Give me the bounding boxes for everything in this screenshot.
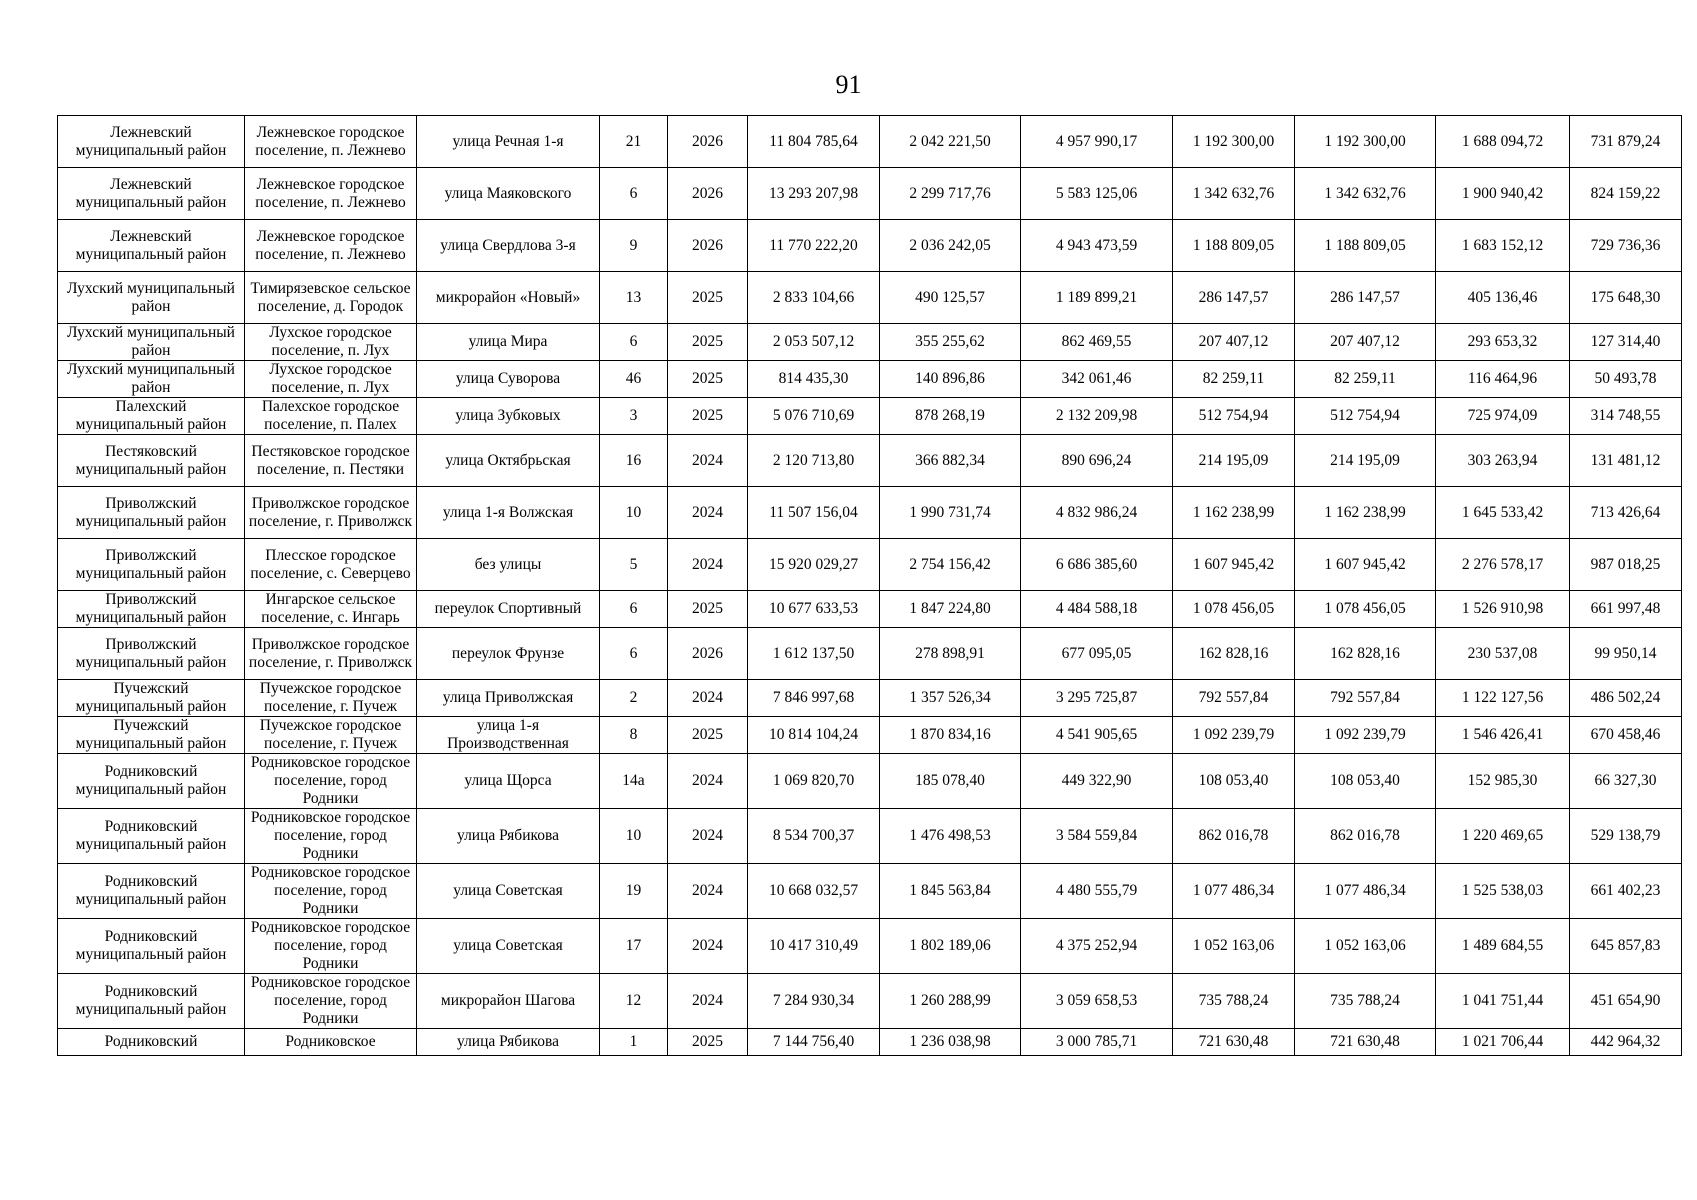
amount-3-cell: 1 189 899,21: [1021, 272, 1173, 324]
amount-2-cell: 1 847 224,80: [880, 591, 1021, 628]
amount-3-cell: 6 686 385,60: [1021, 539, 1173, 591]
amount-2-cell: 1 236 038,98: [880, 1029, 1021, 1056]
page-number: 91: [835, 70, 862, 99]
amount-4-cell: 108 053,40: [1173, 754, 1295, 809]
amount-7-cell: 670 458,46: [1570, 717, 1682, 754]
table-body: [58, 116, 1682, 1056]
settlement-cell: Плесское городское поселение, с. Северцево: [245, 539, 417, 591]
street-cell: улица 1-я Производственная: [417, 717, 600, 754]
table-row: [58, 974, 1682, 1029]
district-cell: Родниковский муниципальный район: [58, 809, 245, 864]
amount-2-cell: 1 476 498,53: [880, 809, 1021, 864]
amount-3-cell: 2 132 209,98: [1021, 398, 1173, 435]
amount-3-cell: 4 484 588,18: [1021, 591, 1173, 628]
amount-4-cell: 735 788,24: [1173, 974, 1295, 1029]
year-cell: 2024: [668, 919, 748, 974]
table-row: [58, 361, 1682, 398]
table-row: [58, 435, 1682, 487]
amount-5-cell: 1 192 300,00: [1295, 116, 1436, 168]
table-row: [58, 116, 1682, 168]
table-row: [58, 680, 1682, 717]
settlement-cell: Лежневское городское поселение, п. Лежнево: [245, 220, 417, 272]
amount-6-cell: 1 645 533,42: [1436, 487, 1570, 539]
street-cell: улица Приволжская: [417, 680, 600, 717]
amount-2-cell: 2 299 717,76: [880, 168, 1021, 220]
settlement-cell: Палехское городское поселение, п. Палех: [245, 398, 417, 435]
year-cell: 2026: [668, 220, 748, 272]
settlement-cell: Приволжское городское поселение, г. Приволжск: [245, 487, 417, 539]
street-cell: улица Мира: [417, 324, 600, 361]
table-row: [58, 591, 1682, 628]
amount-5-cell: 214 195,09: [1295, 435, 1436, 487]
amount-6-cell: 1 041 751,44: [1436, 974, 1570, 1029]
year-cell: 2024: [668, 754, 748, 809]
street-cell: переулок Спортивный: [417, 591, 600, 628]
amount-7-cell: 175 648,30: [1570, 272, 1682, 324]
amount-7-cell: 127 314,40: [1570, 324, 1682, 361]
amount-7-cell: 661 402,23: [1570, 864, 1682, 919]
year-cell: 2026: [668, 168, 748, 220]
district-cell: Родниковский муниципальный район: [58, 919, 245, 974]
house-number-cell: 3: [600, 398, 668, 435]
amount-5-cell: 862 016,78: [1295, 809, 1436, 864]
amount-3-cell: 3 059 658,53: [1021, 974, 1173, 1029]
amount-1-cell: 2 053 507,12: [748, 324, 880, 361]
amount-4-cell: 512 754,94: [1173, 398, 1295, 435]
amount-7-cell: 645 857,83: [1570, 919, 1682, 974]
amount-2-cell: 2 754 156,42: [880, 539, 1021, 591]
house-number-cell: 13: [600, 272, 668, 324]
district-cell: Родниковский: [58, 1029, 245, 1056]
amount-4-cell: 1 192 300,00: [1173, 116, 1295, 168]
amount-4-cell: 1 607 945,42: [1173, 539, 1295, 591]
street-cell: микрорайон Шагова: [417, 974, 600, 1029]
amount-4-cell: 792 557,84: [1173, 680, 1295, 717]
amount-3-cell: 342 061,46: [1021, 361, 1173, 398]
amount-5-cell: 207 407,12: [1295, 324, 1436, 361]
house-number-cell: 6: [600, 628, 668, 680]
amount-6-cell: 405 136,46: [1436, 272, 1570, 324]
settlement-cell: Лухское городское поселение, п. Лух: [245, 324, 417, 361]
amount-7-cell: 987 018,25: [1570, 539, 1682, 591]
amount-2-cell: 140 896,86: [880, 361, 1021, 398]
street-cell: улица Зубковых: [417, 398, 600, 435]
settlement-cell: Родниковское городское поселение, город Родники: [245, 974, 417, 1029]
house-number-cell: 10: [600, 487, 668, 539]
house-number-cell: 6: [600, 324, 668, 361]
settlement-cell: Лухское городское поселение, п. Лух: [245, 361, 417, 398]
amount-1-cell: 7 144 756,40: [748, 1029, 880, 1056]
settlement-cell: Пучежское городское поселение, г. Пучеж: [245, 717, 417, 754]
settlement-cell: Лежневское городское поселение, п. Лежнево: [245, 116, 417, 168]
amount-3-cell: 3 000 785,71: [1021, 1029, 1173, 1056]
amount-4-cell: 1 092 239,79: [1173, 717, 1295, 754]
street-cell: улица Рябикова: [417, 809, 600, 864]
table-row: [58, 754, 1682, 809]
year-cell: 2024: [668, 539, 748, 591]
amount-2-cell: 1 802 189,06: [880, 919, 1021, 974]
house-number-cell: 14а: [600, 754, 668, 809]
year-cell: 2024: [668, 680, 748, 717]
amount-7-cell: 442 964,32: [1570, 1029, 1682, 1056]
amount-6-cell: 1 525 538,03: [1436, 864, 1570, 919]
amount-5-cell: 1 077 486,34: [1295, 864, 1436, 919]
amount-6-cell: 1 526 910,98: [1436, 591, 1570, 628]
district-cell: Приволжский муниципальный район: [58, 591, 245, 628]
amount-4-cell: 214 195,09: [1173, 435, 1295, 487]
amount-5-cell: 1 188 809,05: [1295, 220, 1436, 272]
house-number-cell: 17: [600, 919, 668, 974]
street-cell: улица Октябрьская: [417, 435, 600, 487]
house-number-cell: 6: [600, 168, 668, 220]
amount-6-cell: 152 985,30: [1436, 754, 1570, 809]
table-row: [58, 809, 1682, 864]
amount-4-cell: 207 407,12: [1173, 324, 1295, 361]
amount-1-cell: 2 833 104,66: [748, 272, 880, 324]
amount-7-cell: 451 654,90: [1570, 974, 1682, 1029]
amount-1-cell: 10 668 032,57: [748, 864, 880, 919]
street-cell: улица 1-я Волжская: [417, 487, 600, 539]
amount-1-cell: 15 920 029,27: [748, 539, 880, 591]
settlement-cell: Тимирязевское сельское поселение, д. Городок: [245, 272, 417, 324]
table-row: [58, 539, 1682, 591]
amount-1-cell: 7 284 930,34: [748, 974, 880, 1029]
amount-1-cell: 5 076 710,69: [748, 398, 880, 435]
amount-6-cell: 1 489 684,55: [1436, 919, 1570, 974]
district-cell: Приволжский муниципальный район: [58, 628, 245, 680]
table-row: [58, 717, 1682, 754]
district-cell: Лежневский муниципальный район: [58, 116, 245, 168]
amount-6-cell: 1 021 706,44: [1436, 1029, 1570, 1056]
house-number-cell: 21: [600, 116, 668, 168]
house-number-cell: 9: [600, 220, 668, 272]
amount-1-cell: 1 612 137,50: [748, 628, 880, 680]
amount-5-cell: 1 607 945,42: [1295, 539, 1436, 591]
house-number-cell: 10: [600, 809, 668, 864]
district-cell: Родниковский муниципальный район: [58, 864, 245, 919]
amount-7-cell: 729 736,36: [1570, 220, 1682, 272]
house-number-cell: 8: [600, 717, 668, 754]
amount-6-cell: 1 546 426,41: [1436, 717, 1570, 754]
amount-3-cell: 862 469,55: [1021, 324, 1173, 361]
amount-1-cell: 10 814 104,24: [748, 717, 880, 754]
house-number-cell: 5: [600, 539, 668, 591]
district-cell: Пучежский муниципальный район: [58, 680, 245, 717]
house-number-cell: 6: [600, 591, 668, 628]
amount-5-cell: 721 630,48: [1295, 1029, 1436, 1056]
amount-6-cell: 1 900 940,42: [1436, 168, 1570, 220]
settlement-cell: Пестяковское городское поселение, п. Пестяки: [245, 435, 417, 487]
amount-6-cell: 2 276 578,17: [1436, 539, 1570, 591]
amount-5-cell: 1 162 238,99: [1295, 487, 1436, 539]
house-number-cell: 2: [600, 680, 668, 717]
district-cell: Приволжский муниципальный район: [58, 539, 245, 591]
year-cell: 2024: [668, 487, 748, 539]
table-row: [58, 919, 1682, 974]
amount-3-cell: 3 295 725,87: [1021, 680, 1173, 717]
amount-3-cell: 5 583 125,06: [1021, 168, 1173, 220]
settlement-cell: Пучежское городское поселение, г. Пучеж: [245, 680, 417, 717]
year-cell: 2025: [668, 398, 748, 435]
year-cell: 2024: [668, 864, 748, 919]
table-row: [58, 324, 1682, 361]
district-cell: Родниковский муниципальный район: [58, 974, 245, 1029]
settlement-cell: Ингарское сельское поселение, с. Ингарь: [245, 591, 417, 628]
amount-5-cell: 108 053,40: [1295, 754, 1436, 809]
district-cell: Приволжский муниципальный район: [58, 487, 245, 539]
district-cell: Пучежский муниципальный район: [58, 717, 245, 754]
amount-6-cell: 1 688 094,72: [1436, 116, 1570, 168]
street-cell: улица Свердлова 3-я: [417, 220, 600, 272]
amount-3-cell: 4 832 986,24: [1021, 487, 1173, 539]
settlement-cell: Родниковское городское поселение, город Родники: [245, 754, 417, 809]
amount-1-cell: 10 677 633,53: [748, 591, 880, 628]
district-cell: Лежневский муниципальный район: [58, 168, 245, 220]
amount-4-cell: 862 016,78: [1173, 809, 1295, 864]
year-cell: 2025: [668, 717, 748, 754]
street-cell: улица Речная 1-я: [417, 116, 600, 168]
table-row: [58, 398, 1682, 435]
amount-1-cell: 2 120 713,80: [748, 435, 880, 487]
amount-7-cell: 131 481,12: [1570, 435, 1682, 487]
amount-5-cell: 1 342 632,76: [1295, 168, 1436, 220]
data-table: [57, 115, 1682, 1056]
amount-4-cell: 82 259,11: [1173, 361, 1295, 398]
street-cell: улица Щорса: [417, 754, 600, 809]
year-cell: 2025: [668, 361, 748, 398]
amount-7-cell: 486 502,24: [1570, 680, 1682, 717]
amount-1-cell: 13 293 207,98: [748, 168, 880, 220]
amount-5-cell: 82 259,11: [1295, 361, 1436, 398]
amount-7-cell: 66 327,30: [1570, 754, 1682, 809]
district-cell: Пестяковский муниципальный район: [58, 435, 245, 487]
settlement-cell: Лежневское городское поселение, п. Лежнево: [245, 168, 417, 220]
year-cell: 2025: [668, 591, 748, 628]
year-cell: 2025: [668, 1029, 748, 1056]
amount-3-cell: 4 943 473,59: [1021, 220, 1173, 272]
amount-2-cell: 2 036 242,05: [880, 220, 1021, 272]
year-cell: 2026: [668, 628, 748, 680]
amount-7-cell: 824 159,22: [1570, 168, 1682, 220]
amount-7-cell: 713 426,64: [1570, 487, 1682, 539]
amount-5-cell: 286 147,57: [1295, 272, 1436, 324]
amount-7-cell: 314 748,55: [1570, 398, 1682, 435]
amount-3-cell: 4 541 905,65: [1021, 717, 1173, 754]
amount-2-cell: 490 125,57: [880, 272, 1021, 324]
year-cell: 2025: [668, 272, 748, 324]
street-cell: улица Суворова: [417, 361, 600, 398]
amount-1-cell: 10 417 310,49: [748, 919, 880, 974]
house-number-cell: 46: [600, 361, 668, 398]
table-row: [58, 168, 1682, 220]
amount-2-cell: 1 990 731,74: [880, 487, 1021, 539]
amount-2-cell: 366 882,34: [880, 435, 1021, 487]
district-cell: Лухский муниципальный район: [58, 324, 245, 361]
district-cell: Лежневский муниципальный район: [58, 220, 245, 272]
amount-3-cell: 890 696,24: [1021, 435, 1173, 487]
amount-6-cell: 1 220 469,65: [1436, 809, 1570, 864]
table-row: [58, 864, 1682, 919]
amount-5-cell: 512 754,94: [1295, 398, 1436, 435]
amount-5-cell: 735 788,24: [1295, 974, 1436, 1029]
amount-2-cell: 355 255,62: [880, 324, 1021, 361]
amount-4-cell: 286 147,57: [1173, 272, 1295, 324]
amount-3-cell: 4 957 990,17: [1021, 116, 1173, 168]
table-row: [58, 1029, 1682, 1056]
amount-5-cell: 1 078 456,05: [1295, 591, 1436, 628]
street-cell: улица Советская: [417, 919, 600, 974]
year-cell: 2024: [668, 809, 748, 864]
district-cell: Палехский муниципальный район: [58, 398, 245, 435]
amount-2-cell: 278 898,91: [880, 628, 1021, 680]
amount-5-cell: 1 092 239,79: [1295, 717, 1436, 754]
year-cell: 2026: [668, 116, 748, 168]
amount-2-cell: 2 042 221,50: [880, 116, 1021, 168]
amount-7-cell: 731 879,24: [1570, 116, 1682, 168]
amount-2-cell: 1 870 834,16: [880, 717, 1021, 754]
district-cell: Лухский муниципальный район: [58, 272, 245, 324]
amount-3-cell: 4 375 252,94: [1021, 919, 1173, 974]
amount-4-cell: 1 342 632,76: [1173, 168, 1295, 220]
amount-6-cell: 116 464,96: [1436, 361, 1570, 398]
amount-7-cell: 529 138,79: [1570, 809, 1682, 864]
amount-5-cell: 1 052 163,06: [1295, 919, 1436, 974]
amount-2-cell: 185 078,40: [880, 754, 1021, 809]
amount-2-cell: 1 260 288,99: [880, 974, 1021, 1029]
amount-7-cell: 99 950,14: [1570, 628, 1682, 680]
amount-5-cell: 792 557,84: [1295, 680, 1436, 717]
amount-4-cell: 1 078 456,05: [1173, 591, 1295, 628]
amount-4-cell: 721 630,48: [1173, 1029, 1295, 1056]
district-cell: Родниковский муниципальный район: [58, 754, 245, 809]
amount-2-cell: 878 268,19: [880, 398, 1021, 435]
amount-1-cell: 814 435,30: [748, 361, 880, 398]
house-number-cell: 12: [600, 974, 668, 1029]
amount-3-cell: 3 584 559,84: [1021, 809, 1173, 864]
street-cell: улица Маяковского: [417, 168, 600, 220]
amount-6-cell: 1 122 127,56: [1436, 680, 1570, 717]
street-cell: без улицы: [417, 539, 600, 591]
street-cell: микрорайон «Новый»: [417, 272, 600, 324]
house-number-cell: 16: [600, 435, 668, 487]
street-cell: улица Советская: [417, 864, 600, 919]
house-number-cell: 1: [600, 1029, 668, 1056]
amount-4-cell: 1 162 238,99: [1173, 487, 1295, 539]
amount-4-cell: 1 077 486,34: [1173, 864, 1295, 919]
amount-7-cell: 661 997,48: [1570, 591, 1682, 628]
settlement-cell: Приволжское городское поселение, г. Приволжск: [245, 628, 417, 680]
year-cell: 2024: [668, 974, 748, 1029]
amount-3-cell: 677 095,05: [1021, 628, 1173, 680]
amount-2-cell: 1 845 563,84: [880, 864, 1021, 919]
amount-6-cell: 725 974,09: [1436, 398, 1570, 435]
amount-1-cell: 11 507 156,04: [748, 487, 880, 539]
amount-5-cell: 162 828,16: [1295, 628, 1436, 680]
table-row: [58, 220, 1682, 272]
amount-6-cell: 293 653,32: [1436, 324, 1570, 361]
amount-3-cell: 449 322,90: [1021, 754, 1173, 809]
amount-6-cell: 303 263,94: [1436, 435, 1570, 487]
amount-6-cell: 230 537,08: [1436, 628, 1570, 680]
amount-1-cell: 1 069 820,70: [748, 754, 880, 809]
amount-7-cell: 50 493,78: [1570, 361, 1682, 398]
year-cell: 2024: [668, 435, 748, 487]
district-cell: Лухский муниципальный район: [58, 361, 245, 398]
year-cell: 2025: [668, 324, 748, 361]
amount-6-cell: 1 683 152,12: [1436, 220, 1570, 272]
settlement-cell: Родниковское городское поселение, город Родники: [245, 864, 417, 919]
table-row: [58, 487, 1682, 539]
amount-1-cell: 7 846 997,68: [748, 680, 880, 717]
amount-2-cell: 1 357 526,34: [880, 680, 1021, 717]
amount-1-cell: 8 534 700,37: [748, 809, 880, 864]
table-row: [58, 272, 1682, 324]
amount-3-cell: 4 480 555,79: [1021, 864, 1173, 919]
amount-4-cell: 162 828,16: [1173, 628, 1295, 680]
amount-1-cell: 11 770 222,20: [748, 220, 880, 272]
amount-1-cell: 11 804 785,64: [748, 116, 880, 168]
settlement-cell: Родниковское городское поселение, город Родники: [245, 809, 417, 864]
table-row: [58, 628, 1682, 680]
settlement-cell: Родниковское: [245, 1029, 417, 1056]
house-number-cell: 19: [600, 864, 668, 919]
street-cell: улица Рябикова: [417, 1029, 600, 1056]
street-cell: переулок Фрунзе: [417, 628, 600, 680]
amount-4-cell: 1 188 809,05: [1173, 220, 1295, 272]
settlement-cell: Родниковское городское поселение, город Родники: [245, 919, 417, 974]
amount-4-cell: 1 052 163,06: [1173, 919, 1295, 974]
